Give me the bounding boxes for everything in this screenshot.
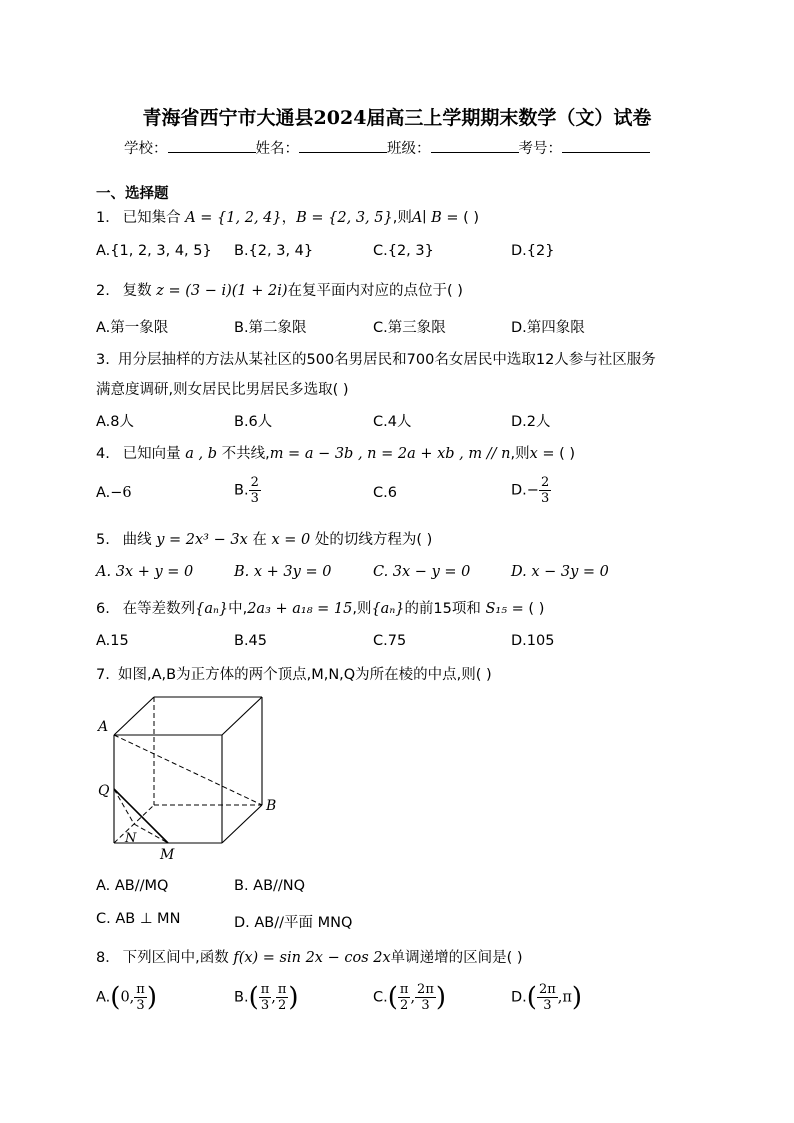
question-text: ,则 <box>510 446 530 462</box>
fraction <box>539 475 551 506</box>
numerator: π <box>260 982 270 997</box>
denominator: 2 <box>400 998 409 1013</box>
question-text: 在复平面内对应的点位于( ) <box>287 283 463 299</box>
question-number: 1． <box>96 210 120 226</box>
numerator: 2 <box>540 475 550 490</box>
option-letter: A. <box>96 989 111 1006</box>
question-text: 已知集合 <box>122 210 181 226</box>
question-text: 在等差数列 <box>122 601 196 617</box>
question-4 <box>96 442 575 463</box>
left-paren: ( <box>248 982 259 1013</box>
math-expression: S₁₅ <box>485 601 508 617</box>
question-text: 不共线, <box>221 446 270 462</box>
label-b: B <box>266 798 277 814</box>
question-text: 如图,A,B为正方体的两个顶点,M,N,Q为所在棱的中点,则( ) <box>118 667 492 683</box>
option-c[interactable]: C. 3x − y = 0 <box>373 564 471 580</box>
left-paren: ( <box>110 982 121 1013</box>
option-value: −6 <box>110 485 132 501</box>
option-c[interactable]: C.75 <box>373 633 407 649</box>
label-m: M <box>160 847 175 863</box>
option-a[interactable] <box>96 982 157 1013</box>
question-8 <box>96 946 523 967</box>
separator: ， <box>281 210 297 226</box>
math-vectors: a , b <box>185 446 217 462</box>
question-6 <box>96 597 544 618</box>
denominator: 3 <box>250 491 259 506</box>
question-text: 处的切线方程为( ) <box>314 532 433 548</box>
math-sequence: {aₙ} <box>371 601 405 617</box>
option-b[interactable]: B.第二象限 <box>234 320 307 336</box>
question-text: = ( ) <box>511 601 545 617</box>
numerator: 2π <box>417 982 434 997</box>
question-5 <box>96 528 432 549</box>
right-paren: ) <box>288 982 299 1013</box>
option-d[interactable]: D. AB//平面 MNQ <box>234 915 353 931</box>
option-d[interactable]: D.105 <box>511 633 555 649</box>
class-label: 班级： <box>387 141 431 157</box>
cube-edge <box>222 697 262 735</box>
option-b[interactable]: B.6人 <box>234 414 273 430</box>
question-text: 的前15项和 <box>404 601 481 617</box>
option-a[interactable]: A.15 <box>96 633 129 649</box>
student-info-line <box>124 137 650 158</box>
label-n: N <box>125 831 137 846</box>
question-text: ,则 <box>392 210 412 226</box>
option-b[interactable]: B. AB//NQ <box>234 878 306 894</box>
option-a[interactable]: A. 3x + y = 0 <box>96 564 194 580</box>
option-b[interactable] <box>234 982 299 1013</box>
school-label: 学校： <box>124 141 168 157</box>
option-c[interactable]: C. AB ⊥ MN <box>96 911 181 927</box>
option-d[interactable] <box>511 475 551 506</box>
question-number: 6. <box>96 601 110 617</box>
math-expression: f(x) = sin 2x − cos 2x <box>233 950 391 966</box>
question-text: ( ) <box>559 446 576 462</box>
question-3-line-2: 满意度调研,则女居民比男居民多选取( ) <box>96 382 349 398</box>
school-blank[interactable] <box>168 137 256 153</box>
cube-edge <box>222 805 262 843</box>
question-text: 下列区间中,函数 <box>122 950 229 966</box>
name-blank[interactable] <box>299 137 387 153</box>
option-d[interactable] <box>511 982 582 1013</box>
option-letter: B. <box>234 482 249 499</box>
math-set-a: A = {1, 2, 4} <box>185 210 282 226</box>
option-letter: A. <box>96 485 111 501</box>
section-heading: 一、选择题 <box>96 186 169 202</box>
option-d[interactable]: D.2人 <box>511 414 551 430</box>
right-paren: ) <box>435 982 447 1013</box>
question-text: 在 <box>252 532 267 548</box>
fraction <box>537 982 558 1013</box>
question-text: 用分层抽样的方法从某社区的500名男居民和700名女居民中选取12人参与社区服务 <box>118 352 656 368</box>
option-b[interactable]: B.{2, 3, 4} <box>234 243 314 259</box>
interval-left: 0, <box>120 989 135 1006</box>
segment-ab <box>114 735 262 805</box>
option-c[interactable]: C.6 <box>373 485 397 501</box>
label-q: Q <box>98 783 110 799</box>
question-text: 单调递增的区间是( ) <box>390 950 523 966</box>
option-b[interactable]: B.45 <box>234 633 268 649</box>
left-paren: ( <box>526 982 537 1013</box>
denominator: 3 <box>421 998 430 1013</box>
question-3 <box>96 348 656 369</box>
option-c[interactable]: C.{2, 3} <box>373 243 434 259</box>
fraction <box>398 982 411 1013</box>
minus-sign: − <box>526 482 539 499</box>
question-2 <box>96 279 463 300</box>
option-a[interactable]: A.8人 <box>96 414 134 430</box>
math-expression: m = a − 3b , n = 2a + xb , m // n <box>269 446 511 462</box>
name-label: 姓名： <box>255 141 299 157</box>
question-number: 2. <box>96 283 110 299</box>
question-text: ,则 <box>352 601 372 617</box>
option-a[interactable]: A.第一象限 <box>96 320 169 336</box>
label-a: A <box>98 719 109 735</box>
math-set-b: B = {2, 3, 5} <box>296 210 393 226</box>
page-title: 青海省西宁市大通县2024届高三上学期期末数学（文）试卷 <box>142 107 652 129</box>
fraction <box>415 982 436 1013</box>
question-number: 8． <box>96 950 120 966</box>
interval-right: ,π <box>557 989 572 1006</box>
math-expression: z = (3 − i)(1 + 2i) <box>156 283 288 299</box>
math-sequence: {aₙ} <box>195 601 229 617</box>
question-text: 中, <box>228 601 248 617</box>
fraction <box>259 982 272 1013</box>
denominator: 3 <box>136 998 145 1013</box>
numerator: 2π <box>538 982 556 997</box>
question-text: 复数 <box>122 283 152 299</box>
question-number: 4. <box>96 446 110 462</box>
option-letter: D. <box>511 482 527 499</box>
numerator: 2 <box>250 475 259 490</box>
option-d[interactable]: D.{2} <box>511 243 555 259</box>
option-c[interactable]: C.第三象限 <box>373 320 446 336</box>
cube-figure <box>94 690 294 865</box>
fraction <box>249 475 261 506</box>
math-expression: x = <box>529 446 555 462</box>
question-number: 5. <box>96 532 110 548</box>
question-number: 3. <box>96 352 110 368</box>
numerator: π <box>277 982 287 997</box>
question-text: = ( ) <box>446 210 480 226</box>
option-c[interactable]: C.4人 <box>373 414 412 430</box>
math-expression: y = 2x³ − 3x <box>156 532 248 548</box>
fraction <box>134 982 147 1013</box>
fraction <box>276 982 289 1013</box>
option-letter: B. <box>234 989 249 1006</box>
option-a[interactable] <box>96 485 132 501</box>
option-d[interactable]: D.第四象限 <box>511 320 585 336</box>
class-blank[interactable] <box>431 137 519 153</box>
option-d[interactable]: D. x − 3y = 0 <box>511 564 609 580</box>
comma: , <box>271 989 276 1006</box>
option-b[interactable] <box>234 475 261 506</box>
denominator: 3 <box>540 491 550 506</box>
question-7 <box>96 663 492 684</box>
option-a[interactable]: A.{1, 2, 3, 4, 5} <box>96 243 212 259</box>
question-text: 曲线 <box>122 532 152 548</box>
denominator: 2 <box>278 998 287 1013</box>
right-paren: ) <box>571 982 583 1013</box>
question-text: 已知向量 <box>122 446 181 462</box>
option-c[interactable] <box>373 982 446 1013</box>
math-expression: x = 0 <box>271 532 311 548</box>
left-paren: ( <box>387 982 398 1013</box>
math-expression: 2a₃ + a₁₈ = 15 <box>247 601 353 617</box>
numerator: π <box>399 982 409 997</box>
number-label: 考号： <box>518 141 562 157</box>
numerator: π <box>136 982 145 997</box>
right-paren: ) <box>146 982 157 1013</box>
option-letter: C. <box>373 989 388 1006</box>
math-expression: A∣ B <box>411 210 442 226</box>
cube-edge <box>114 697 154 735</box>
denominator: 3 <box>543 998 552 1013</box>
option-a[interactable]: A. AB//MQ <box>96 878 169 894</box>
comma: , <box>410 989 416 1006</box>
option-b[interactable]: B. x + 3y = 0 <box>234 564 332 580</box>
question-number: 7. <box>96 667 110 683</box>
number-blank[interactable] <box>562 137 650 153</box>
denominator: 3 <box>260 998 270 1013</box>
option-letter: D. <box>511 989 527 1006</box>
question-1 <box>96 206 479 227</box>
